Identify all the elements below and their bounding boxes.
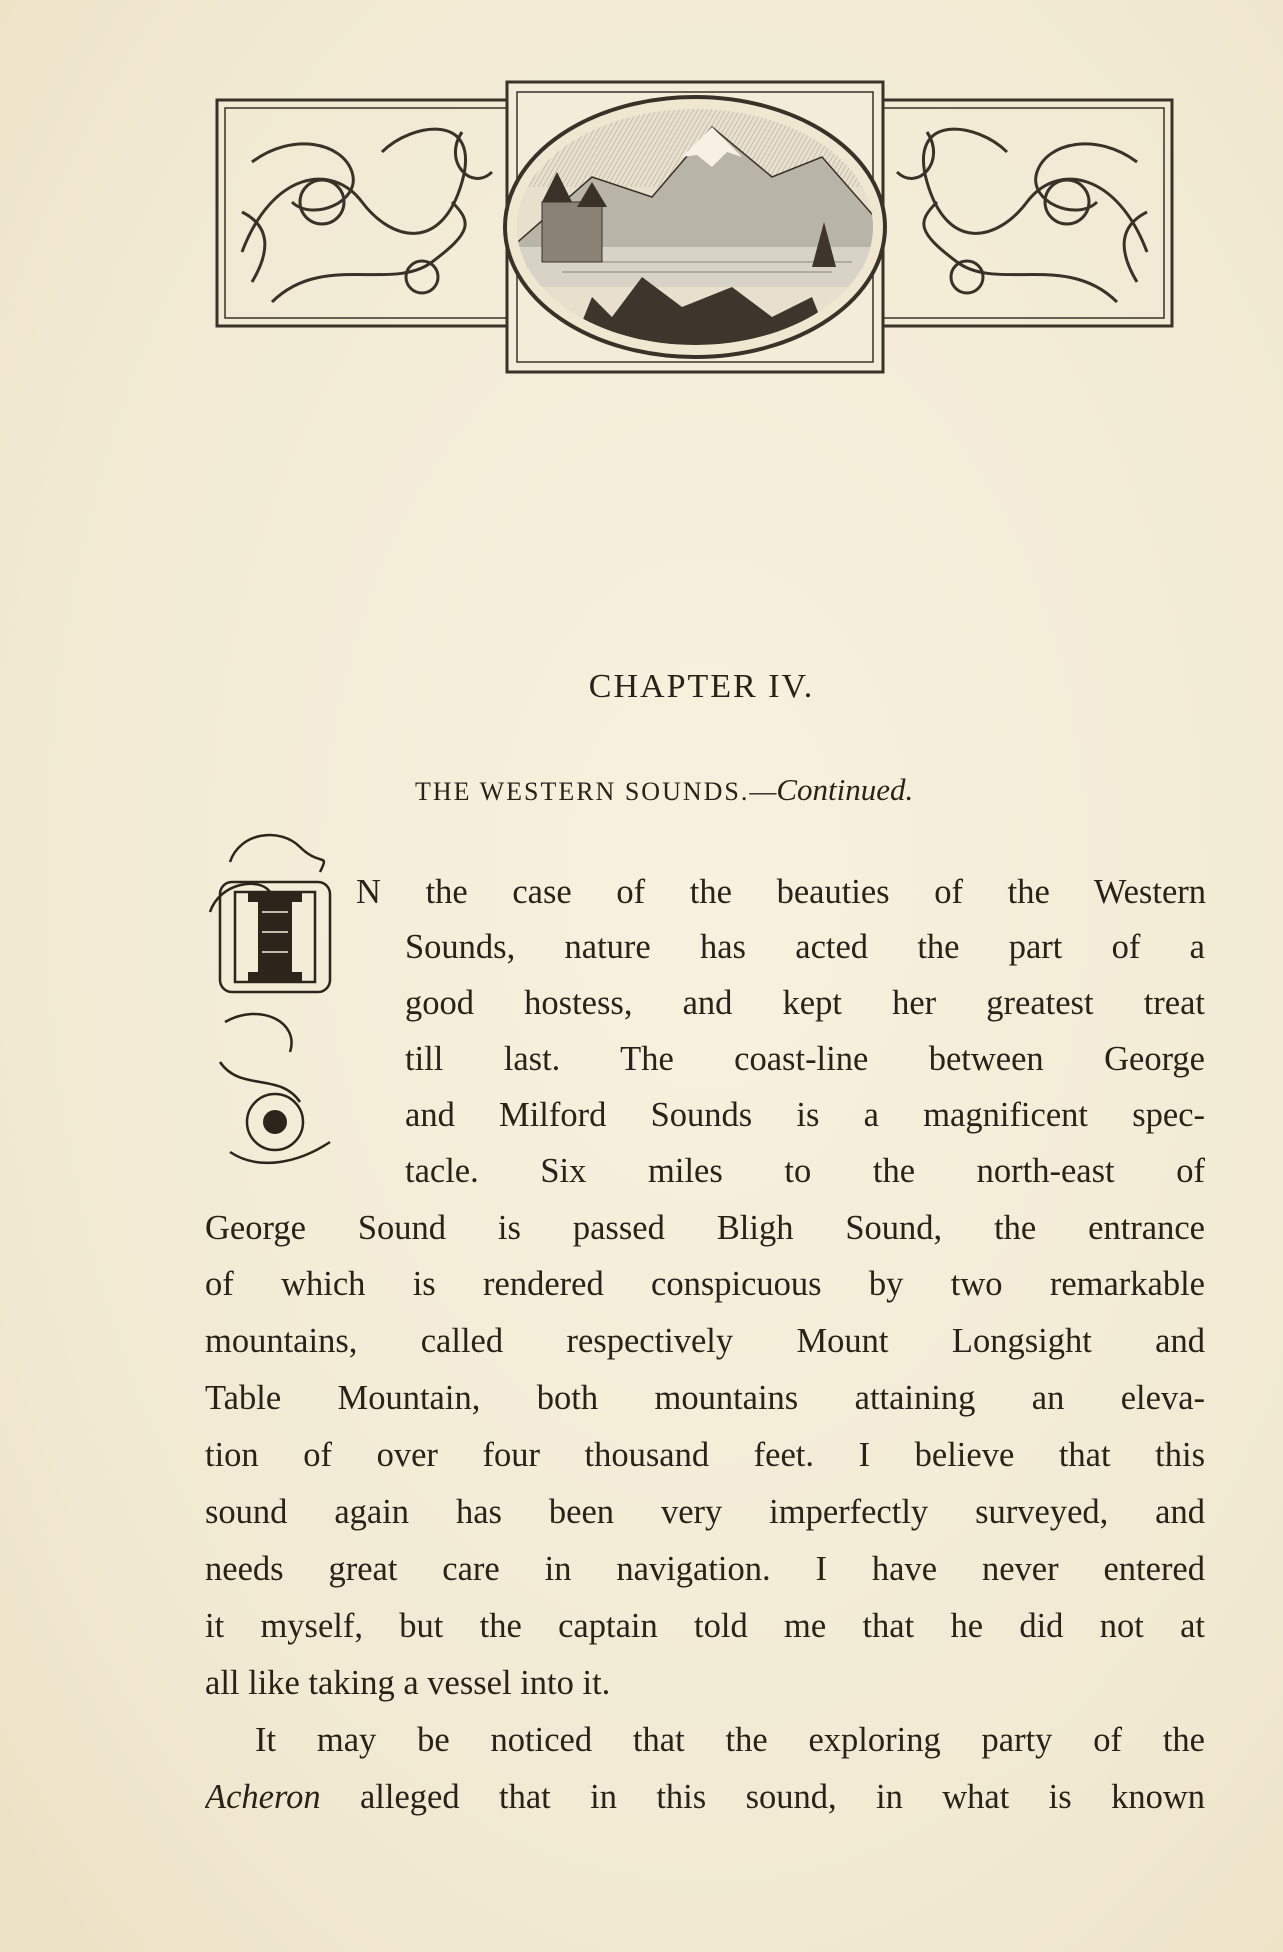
subtitle-main: THE WESTERN SOUNDS. bbox=[415, 777, 750, 806]
subtitle-dash: — bbox=[749, 776, 777, 806]
text-line-6: tacle. Six miles to the north-east of bbox=[405, 1154, 1205, 1190]
text-line-11: tion of over four thousand feet. I believe that this bbox=[205, 1438, 1205, 1474]
chapter-subtitle bbox=[415, 772, 913, 808]
text-line-2: Sounds, nature has acted the part of a bbox=[405, 930, 1205, 966]
text-line-5: and Milford Sounds is a magnificent spec- bbox=[405, 1098, 1205, 1134]
subtitle-continued: Continued. bbox=[776, 772, 914, 807]
text-line-14: it myself, but the captain told me that he did not at bbox=[205, 1609, 1205, 1645]
text-line-17 bbox=[205, 1780, 1205, 1820]
text-line-8: of which is rendered conspicuous by two remarkable bbox=[205, 1267, 1205, 1303]
chapter-title: CHAPTER IV. bbox=[588, 668, 815, 705]
text-line-10: Table Mountain, both mountains attaining an eleva- bbox=[205, 1381, 1205, 1417]
text-line-17-rest: alleged that in this sound, in what is known bbox=[320, 1780, 1205, 1816]
mountain-lake-vignette-icon bbox=[212, 52, 1177, 382]
text-line-12: sound again has been very imperfectly surveyed, and bbox=[205, 1495, 1205, 1531]
text-line-1: N the case of the beauties of the Western bbox=[356, 875, 1206, 911]
text-line-7: George Sound is passed Bligh Sound, the entrance bbox=[205, 1211, 1205, 1247]
ornamental-initial-icon bbox=[200, 822, 360, 1182]
ship-name-acheron: Acheron bbox=[205, 1780, 321, 1816]
text-line-4: till last. The coast-line between George bbox=[405, 1042, 1205, 1078]
text-line-15: all like taking a vessel into it. bbox=[205, 1664, 611, 1702]
text-line-9: mountains, called respectively Mount Longsight and bbox=[205, 1324, 1205, 1360]
text-line-13: needs great care in navigation. I have never entered bbox=[205, 1552, 1205, 1588]
text-line-3: good hostess, and kept her greatest treat bbox=[405, 986, 1205, 1022]
text-line-16: It may be noticed that the exploring party of the bbox=[255, 1723, 1205, 1759]
